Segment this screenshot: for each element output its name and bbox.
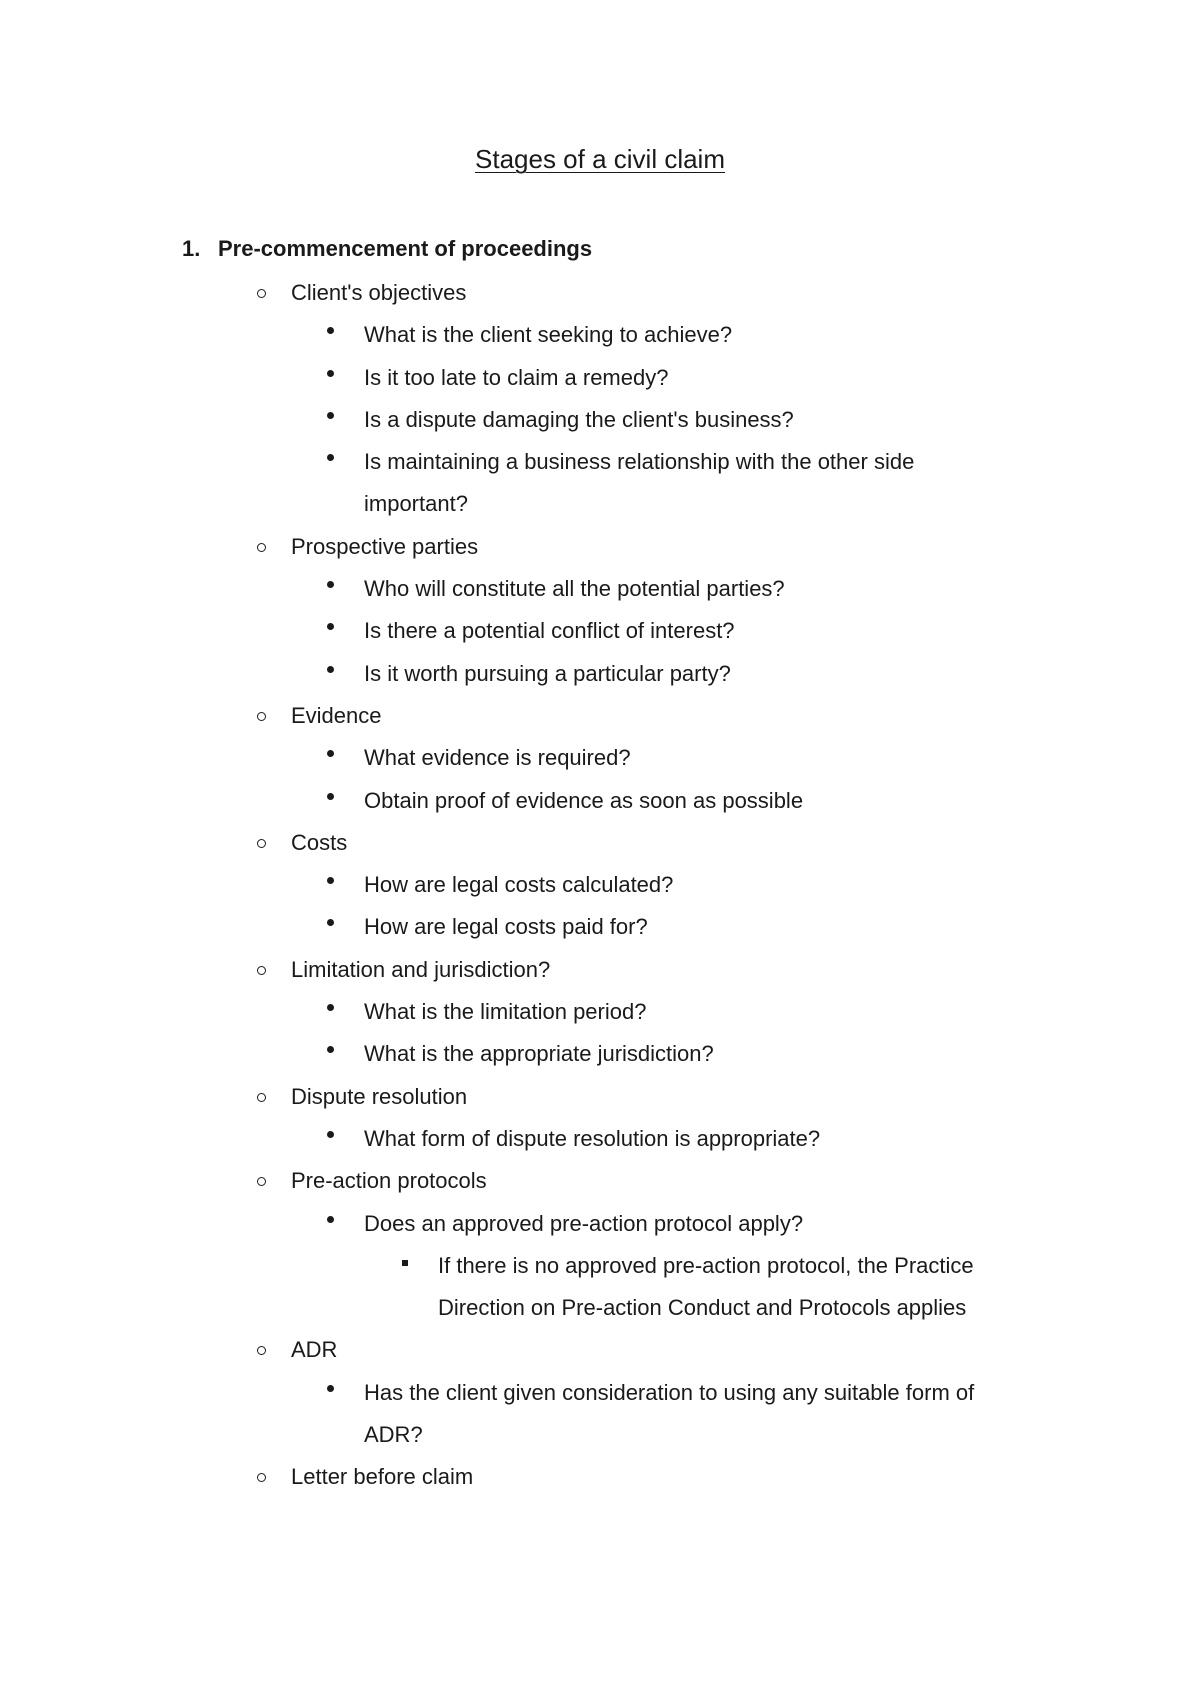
bullet-dot-icon	[327, 1385, 334, 1392]
list-item	[0, 399, 1200, 441]
list-item-text: Letter before claim	[291, 1464, 474, 1490]
list-item-text: Prospective parties	[291, 533, 479, 559]
bullet-dot-icon	[327, 454, 334, 461]
outline-group	[0, 1329, 1200, 1371]
list-item-text: Is a dispute damaging the client's business?	[364, 406, 794, 432]
outline-group	[0, 695, 1200, 737]
list-item-text: Dispute resolution	[291, 1083, 468, 1109]
section-heading	[182, 236, 1082, 262]
outline-list	[0, 272, 1200, 1499]
list-item	[0, 653, 1200, 695]
outline-group	[0, 949, 1200, 991]
list-item	[0, 1118, 1200, 1160]
list-item-text: What is the limitation period?	[364, 999, 647, 1025]
outline-group	[0, 1076, 1200, 1118]
circle-bullet-icon	[257, 1093, 266, 1102]
list-item	[0, 441, 1200, 483]
list-item-text: Who will constitute all the potential parties?	[364, 576, 785, 602]
bullet-dot-icon	[327, 623, 334, 630]
list-item-continuation: important?	[364, 491, 468, 517]
list-item	[0, 1372, 1200, 1414]
list-item-text: Is it worth pursuing a particular party?	[364, 660, 731, 686]
list-item-text: ADR	[291, 1337, 338, 1363]
list-item-continuation: Direction on Pre-action Conduct and Protocols applies	[438, 1295, 967, 1321]
list-item-text: Has the client given consideration to using any suitable form of	[364, 1379, 975, 1405]
bullet-dot-icon	[327, 581, 334, 588]
section-heading-text: Pre-commencement of proceedings	[218, 236, 593, 261]
list-item-text: Obtain proof of evidence as soon as possible	[364, 787, 804, 813]
list-item	[0, 610, 1200, 652]
list-item	[0, 1033, 1200, 1075]
list-item	[0, 483, 1200, 525]
list-item	[0, 991, 1200, 1033]
list-item-text: What form of dispute resolution is appropriate?	[364, 1125, 821, 1151]
list-item-text: What is the client seeking to achieve?	[364, 322, 733, 348]
list-item	[0, 357, 1200, 399]
list-item-text: Client's objectives	[291, 280, 467, 305]
bullet-dot-icon	[327, 1046, 334, 1053]
outline-group	[0, 272, 1200, 314]
circle-bullet-icon	[257, 543, 266, 552]
list-item-text: Does an approved pre-action protocol apply?	[364, 1210, 804, 1236]
list-item-text: What is the appropriate jurisdiction?	[364, 1041, 714, 1067]
list-item-text: Costs	[291, 829, 348, 855]
bullet-dot-icon	[327, 877, 334, 884]
outline-group	[0, 822, 1200, 864]
bullet-dot-icon	[327, 750, 334, 757]
list-item-text: Pre-action protocols	[291, 1168, 487, 1194]
list-item	[0, 864, 1200, 906]
list-item-text: Evidence	[291, 702, 382, 728]
outline-group	[0, 1160, 1200, 1202]
sub-list-item	[0, 1245, 1200, 1287]
list-item	[0, 906, 1200, 948]
circle-bullet-icon	[257, 1177, 266, 1186]
list-item	[0, 314, 1200, 356]
bullet-dot-icon	[327, 919, 334, 926]
circle-bullet-icon	[257, 966, 266, 975]
bullet-dot-icon	[327, 666, 334, 673]
list-item	[0, 737, 1200, 779]
list-item-text: Is there a potential conflict of interest?	[364, 618, 735, 644]
list-item	[0, 780, 1200, 822]
circle-bullet-icon	[257, 839, 266, 848]
list-item-text: Is maintaining a business relationship with the other side	[364, 449, 915, 475]
list-item-text: How are legal costs paid for?	[364, 914, 648, 940]
list-item	[0, 1203, 1200, 1245]
circle-bullet-icon	[257, 712, 266, 721]
circle-bullet-icon	[257, 1346, 266, 1355]
bullet-dot-icon	[327, 1004, 334, 1011]
outline-group	[0, 526, 1200, 568]
document-title: Stages of a civil claim	[475, 144, 725, 174]
list-item-text: How are legal costs calculated?	[364, 872, 674, 898]
bullet-dot-icon	[327, 793, 334, 800]
square-bullet-icon	[402, 1260, 408, 1266]
bullet-dot-icon	[327, 1216, 334, 1223]
circle-bullet-icon	[257, 1473, 266, 1482]
list-item-text: Is it too late to claim a remedy?	[364, 364, 669, 390]
section-number: 1.	[182, 236, 201, 261]
bullet-dot-icon	[327, 370, 334, 377]
list-item-continuation: ADR?	[364, 1422, 423, 1448]
bullet-dot-icon	[327, 1131, 334, 1138]
list-item	[0, 1414, 1200, 1456]
list-item	[0, 568, 1200, 610]
outline-group	[0, 1456, 1200, 1498]
bullet-dot-icon	[327, 327, 334, 334]
sub-list-item	[0, 1287, 1200, 1329]
list-item-text: What evidence is required?	[364, 745, 631, 771]
list-item-text: If there is no approved pre-action protocol, the Practice	[438, 1252, 974, 1278]
list-item-text: Limitation and jurisdiction?	[291, 956, 551, 982]
circle-bullet-icon	[257, 289, 266, 298]
bullet-dot-icon	[327, 412, 334, 419]
